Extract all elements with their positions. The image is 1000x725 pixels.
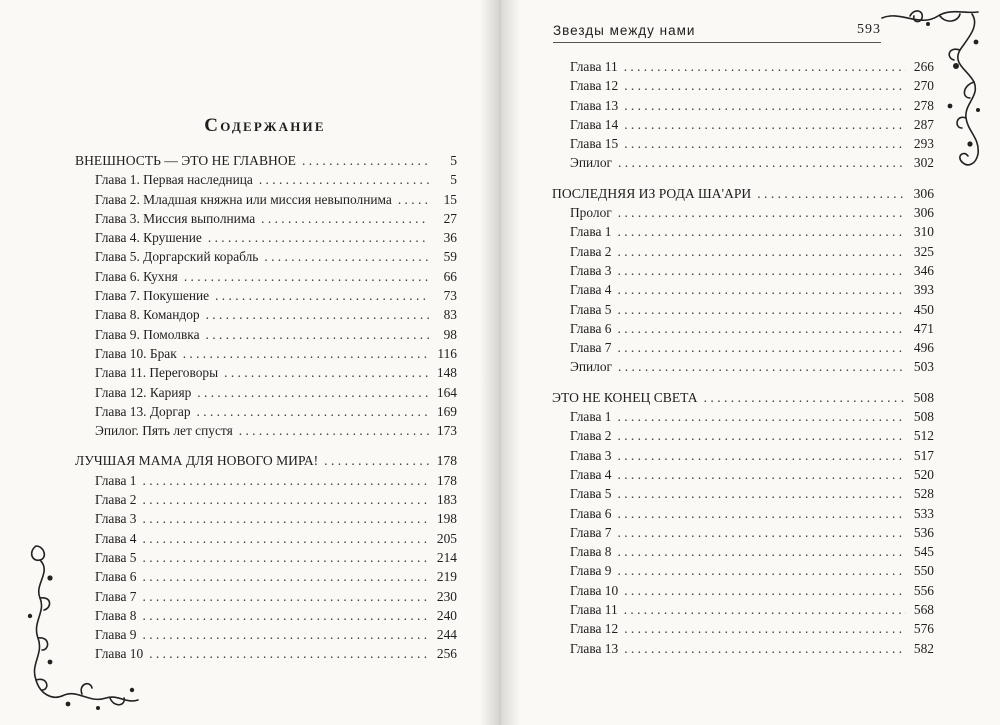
toc-entry-page: 287 <box>913 116 934 132</box>
toc-chapter-row[interactable] <box>552 222 934 241</box>
toc-chapter-row[interactable] <box>75 305 457 324</box>
toc-dot-leader <box>618 203 906 222</box>
toc-chapter-row[interactable] <box>75 548 457 567</box>
toc-dot-leader <box>618 338 907 357</box>
toc-entry-page: 393 <box>913 282 934 298</box>
toc-entry-label: Глава 6 <box>570 505 612 521</box>
toc-chapter-row[interactable] <box>552 153 934 172</box>
toc-chapter-row[interactable] <box>552 203 934 222</box>
toc-dot-leader <box>618 504 907 523</box>
toc-dot-leader <box>184 267 429 286</box>
toc-entry-label: ПОСЛЕДНЯЯ ИЗ РОДА ША'АРИ <box>552 185 752 201</box>
toc-entry-label: Глава 5. Доргарский корабль <box>95 249 259 265</box>
toc-chapter-row[interactable] <box>552 242 934 261</box>
toc-dot-leader <box>206 325 429 344</box>
toc-entry-page: 198 <box>436 511 457 527</box>
toc-entry-label: Глава 6. Кухня <box>95 268 178 284</box>
toc-entry-label: Глава 7 <box>570 524 612 540</box>
toc-dot-leader <box>618 357 906 376</box>
toc-chapter-row[interactable] <box>75 363 457 382</box>
toc-chapter-row[interactable] <box>552 561 934 580</box>
toc-entry-page: 205 <box>436 530 457 546</box>
toc-chapter-row[interactable] <box>75 170 457 189</box>
toc-entry-page: 73 <box>443 288 457 304</box>
toc-entry-label: Глава 4. Крушение <box>95 230 202 246</box>
toc-dot-leader <box>624 619 906 638</box>
toc-entry-label: Глава 11 <box>570 59 618 74</box>
toc-chapter-row[interactable] <box>75 606 457 625</box>
toc-dot-leader <box>143 509 430 528</box>
toc-dot-leader <box>618 222 907 241</box>
toc-entry-page: 98 <box>443 326 457 342</box>
toc-dot-leader <box>143 548 430 567</box>
toc-chapter-row[interactable] <box>552 581 934 600</box>
toc-chapter-row[interactable] <box>75 344 457 363</box>
toc-dot-leader <box>206 305 429 324</box>
toc-dot-leader <box>624 57 906 76</box>
toc-dot-leader <box>264 247 429 266</box>
toc-dot-leader <box>197 383 429 402</box>
toc-entry-label: Глава 3 <box>570 262 612 278</box>
toc-entry-label: Глава 9 <box>570 563 612 579</box>
toc-dot-leader <box>624 639 906 658</box>
toc-chapter-row[interactable] <box>75 190 457 209</box>
toc-entry-page: 164 <box>436 384 457 400</box>
toc-entry-page: 214 <box>436 549 457 565</box>
toc-chapter-row[interactable] <box>75 286 457 305</box>
toc-dot-leader <box>143 567 430 586</box>
toc-chapter-row[interactable] <box>552 465 934 484</box>
toc-entry-label: Глава 10 <box>95 646 144 662</box>
toc-entry-page: 306 <box>913 185 934 201</box>
toc-dot-leader <box>624 115 906 134</box>
toc-chapter-row[interactable] <box>552 76 934 95</box>
toc-entry-page: 545 <box>913 544 934 560</box>
toc-entry-page: 178 <box>436 472 457 488</box>
toc-dot-leader <box>618 242 907 261</box>
toc-entry-page: 15 <box>443 191 457 207</box>
running-title: Звезды между нами <box>553 23 696 38</box>
toc-dot-leader <box>239 421 429 440</box>
toc-entry-page: 325 <box>913 243 934 259</box>
toc-entry-page: 270 <box>913 78 934 94</box>
toc-entry-page: 306 <box>913 205 934 221</box>
toc-chapter-row[interactable] <box>552 504 934 523</box>
toc-dot-leader <box>224 363 429 382</box>
toc-dot-leader <box>143 490 430 509</box>
toc-chapter-row[interactable] <box>75 325 457 344</box>
toc-dot-leader <box>324 451 429 470</box>
toc-chapter-row[interactable] <box>75 644 457 663</box>
toc-dot-leader <box>143 606 430 625</box>
toc-dot-leader <box>149 644 429 663</box>
toc-entry-label: Глава 7 <box>95 588 137 604</box>
toc-entry-page: 256 <box>436 646 457 662</box>
toc-dot-leader <box>215 286 429 305</box>
toc-chapter-row[interactable] <box>75 209 457 228</box>
toc-entry-page: 533 <box>913 505 934 521</box>
toc-entry-label: Глава 5 <box>95 549 137 565</box>
toc-entry-page: 5 <box>450 172 457 188</box>
toc-entry-page: 169 <box>436 403 457 419</box>
toc-chapter-row[interactable] <box>75 471 457 490</box>
toc-entry-label: Глава 8. Командор <box>95 307 200 323</box>
toc-dot-leader <box>618 561 907 580</box>
toc-chapter-row[interactable] <box>75 383 457 402</box>
toc-dot-leader <box>618 407 907 426</box>
toc-entry-label: Глава 5 <box>570 486 612 502</box>
toc-chapter-row[interactable] <box>552 357 934 376</box>
toc-entry-label: Глава 2 <box>570 428 612 444</box>
toc-entry-page: 496 <box>913 340 934 356</box>
toc-chapter-row[interactable] <box>75 509 457 528</box>
running-header <box>553 20 881 43</box>
toc-left-list <box>75 151 457 664</box>
toc-dot-leader <box>624 96 906 115</box>
toc-dot-leader <box>757 184 906 203</box>
toc-entry-page: 520 <box>913 466 934 482</box>
toc-chapter-row[interactable] <box>552 134 934 153</box>
toc-entry-label: Глава 12 <box>570 78 619 94</box>
toc-dot-leader <box>197 402 429 421</box>
toc-entry-label: Глава 9. Помолвка <box>95 326 200 342</box>
toc-section-row[interactable] <box>75 451 457 470</box>
toc-entry-label: Эпилог <box>570 155 613 171</box>
toc-entry-label: Глава 10 <box>570 582 619 598</box>
toc-section-row[interactable] <box>552 388 934 407</box>
toc-chapter-row[interactable] <box>552 57 934 76</box>
toc-entry-label: Глава 2 <box>570 243 612 259</box>
toc-chapter-row[interactable] <box>552 300 934 319</box>
toc-chapter-row[interactable] <box>75 402 457 421</box>
toc-chapter-row[interactable] <box>75 587 457 606</box>
toc-entry-label: Глава 14 <box>570 116 619 132</box>
toc-chapter-row[interactable] <box>552 407 934 426</box>
toc-chapter-row[interactable] <box>552 639 934 658</box>
toc-entry-page: 183 <box>436 492 457 508</box>
toc-dot-leader <box>618 465 907 484</box>
toc-entry-label: ВНЕШНОСТЬ — ЭТО НЕ ГЛАВНОЕ <box>75 153 296 168</box>
toc-entry-label: Глава 3 <box>95 511 137 527</box>
toc-section-row[interactable] <box>75 151 457 170</box>
toc-chapter-row[interactable] <box>552 96 934 115</box>
toc-chapter-row[interactable] <box>552 484 934 503</box>
toc-entry-page: 116 <box>437 345 457 361</box>
toc-entry-label: Глава 6 <box>570 320 612 336</box>
toc-chapter-row[interactable] <box>552 446 934 465</box>
toc-entry-label: Глава 10. Брак <box>95 345 177 361</box>
toc-chapter-row[interactable] <box>75 567 457 586</box>
toc-entry-label: Глава 12. Карияр <box>95 384 192 400</box>
toc-entry-label: Глава 11 <box>570 602 618 618</box>
toc-entry-page: 244 <box>436 627 457 643</box>
toc-entry-page: 302 <box>913 155 934 171</box>
toc-entry-page: 278 <box>913 97 934 113</box>
toc-chapter-row[interactable] <box>75 267 457 286</box>
toc-entry-page: 471 <box>913 320 934 336</box>
toc-entry-label: Эпилог <box>570 359 613 375</box>
book-gutter <box>480 0 520 725</box>
toc-entry-label: Пролог <box>570 205 612 221</box>
toc-heading: Содержание <box>204 115 326 136</box>
toc-chapter-row[interactable] <box>75 490 457 509</box>
toc-entry-page: 450 <box>913 301 934 317</box>
toc-entry-label: Глава 3. Миссия выполнима <box>95 210 256 226</box>
toc-entry-page: 517 <box>913 447 934 463</box>
toc-dot-leader <box>208 228 429 247</box>
toc-entry-label: Глава 12 <box>570 621 619 637</box>
toc-entry-label: ЛУЧШАЯ МАМА ДЛЯ НОВОГО МИРА! <box>75 453 319 469</box>
toc-entry-label: Глава 1 <box>570 224 612 240</box>
toc-dot-leader <box>618 523 907 542</box>
toc-chapter-row[interactable] <box>75 625 457 644</box>
toc-dot-leader <box>618 542 907 561</box>
toc-chapter-row[interactable] <box>75 247 457 266</box>
toc-entry-label: Глава 13 <box>570 640 619 656</box>
toc-entry-label: Глава 6 <box>95 569 137 585</box>
toc-section-row[interactable] <box>552 184 934 203</box>
toc-dot-leader <box>624 581 906 600</box>
toc-entry-page: 310 <box>913 224 934 240</box>
toc-dot-leader <box>398 190 429 209</box>
toc-entry-label: ЭТО НЕ КОНЕЦ СВЕТА <box>552 389 698 405</box>
toc-chapter-row[interactable] <box>552 426 934 445</box>
toc-entry-page: 240 <box>436 607 457 623</box>
toc-dot-leader <box>618 280 907 299</box>
toc-entry-page: 528 <box>913 486 934 502</box>
toc-entry-label: Глава 7. Покушение <box>95 288 210 304</box>
toc-entry-page: 5 <box>450 153 457 168</box>
toc-dot-leader <box>618 446 907 465</box>
toc-entry-page: 266 <box>913 59 934 74</box>
toc-dot-leader <box>704 388 906 407</box>
toc-entry-page: 536 <box>913 524 934 540</box>
toc-entry-page: 550 <box>913 563 934 579</box>
toc-entry-page: 230 <box>436 588 457 604</box>
toc-dot-leader <box>624 76 906 95</box>
toc-dot-leader <box>143 471 430 490</box>
toc-dot-leader <box>302 151 429 170</box>
toc-dot-leader <box>618 319 907 338</box>
toc-entry-page: 59 <box>443 249 457 265</box>
toc-entry-page: 568 <box>913 602 934 618</box>
toc-entry-label: Глава 13 <box>570 97 619 113</box>
toc-entry-label: Глава 8 <box>95 607 137 623</box>
toc-dot-leader <box>143 529 430 548</box>
toc-entry-label: Глава 7 <box>570 340 612 356</box>
toc-entry-page: 36 <box>443 230 457 246</box>
toc-entry-label: Глава 9 <box>95 627 137 643</box>
toc-dot-leader <box>618 426 907 445</box>
toc-entry-label: Глава 4 <box>570 466 612 482</box>
toc-entry-label: Глава 8 <box>570 544 612 560</box>
toc-entry-label: Глава 2. Младшая княжна или миссия невыполнима <box>95 191 392 207</box>
toc-entry-page: 219 <box>436 569 457 585</box>
toc-entry-label: Глава 1. Первая наследница <box>95 172 253 188</box>
toc-entry-page: 508 <box>913 409 934 425</box>
toc-chapter-row[interactable] <box>75 421 457 440</box>
toc-chapter-row[interactable] <box>552 280 934 299</box>
toc-dot-leader <box>618 300 907 319</box>
toc-entry-label: Глава 1 <box>570 409 612 425</box>
toc-entry-page: 503 <box>913 359 934 375</box>
toc-entry-label: Глава 4 <box>95 530 137 546</box>
toc-chapter-row[interactable] <box>75 228 457 247</box>
toc-entry-label: Глава 2 <box>95 492 137 508</box>
toc-dot-leader <box>624 600 906 619</box>
toc-chapter-row[interactable] <box>552 600 934 619</box>
toc-chapter-row[interactable] <box>552 338 934 357</box>
toc-entry-page: 576 <box>913 621 934 637</box>
toc-dot-leader <box>624 134 906 153</box>
toc-dot-leader <box>261 209 429 228</box>
toc-entry-page: 556 <box>913 582 934 598</box>
toc-right-list <box>552 57 934 658</box>
toc-chapter-row[interactable] <box>552 523 934 542</box>
toc-entry-label: Эпилог. Пять лет спустя <box>95 423 233 439</box>
toc-entry-label: Глава 4 <box>570 282 612 298</box>
toc-dot-leader <box>618 153 906 172</box>
toc-entry-page: 293 <box>913 136 934 152</box>
toc-dot-leader <box>183 344 429 363</box>
toc-dot-leader <box>618 261 907 280</box>
toc-entry-page: 346 <box>913 262 934 278</box>
toc-entry-label: Глава 13. Доргар <box>95 403 191 419</box>
toc-chapter-row[interactable] <box>75 529 457 548</box>
toc-entry-label: Глава 5 <box>570 301 612 317</box>
toc-entry-label: Глава 1 <box>95 472 137 488</box>
toc-dot-leader <box>618 484 907 503</box>
toc-entry-page: 582 <box>913 640 934 656</box>
toc-chapter-row[interactable] <box>552 619 934 638</box>
toc-entry-label: Глава 11. Переговоры <box>95 365 219 381</box>
toc-chapter-row[interactable] <box>552 319 934 338</box>
toc-dot-leader <box>259 170 429 189</box>
toc-chapter-row[interactable] <box>552 115 934 134</box>
toc-entry-page: 66 <box>443 268 457 284</box>
toc-dot-leader <box>143 587 430 606</box>
toc-entry-page: 27 <box>443 210 457 226</box>
toc-entry-label: Глава 3 <box>570 447 612 463</box>
toc-chapter-row[interactable] <box>552 261 934 280</box>
toc-entry-page: 178 <box>436 453 457 469</box>
toc-entry-page: 173 <box>436 423 457 439</box>
toc-entry-page: 148 <box>436 365 457 381</box>
toc-entry-page: 512 <box>913 428 934 444</box>
toc-entry-page: 508 <box>913 389 934 405</box>
toc-entry-label: Глава 15 <box>570 136 619 152</box>
toc-dot-leader <box>143 625 430 644</box>
toc-chapter-row[interactable] <box>552 542 934 561</box>
page-number: 593 <box>857 22 881 37</box>
toc-entry-page: 83 <box>443 307 457 323</box>
